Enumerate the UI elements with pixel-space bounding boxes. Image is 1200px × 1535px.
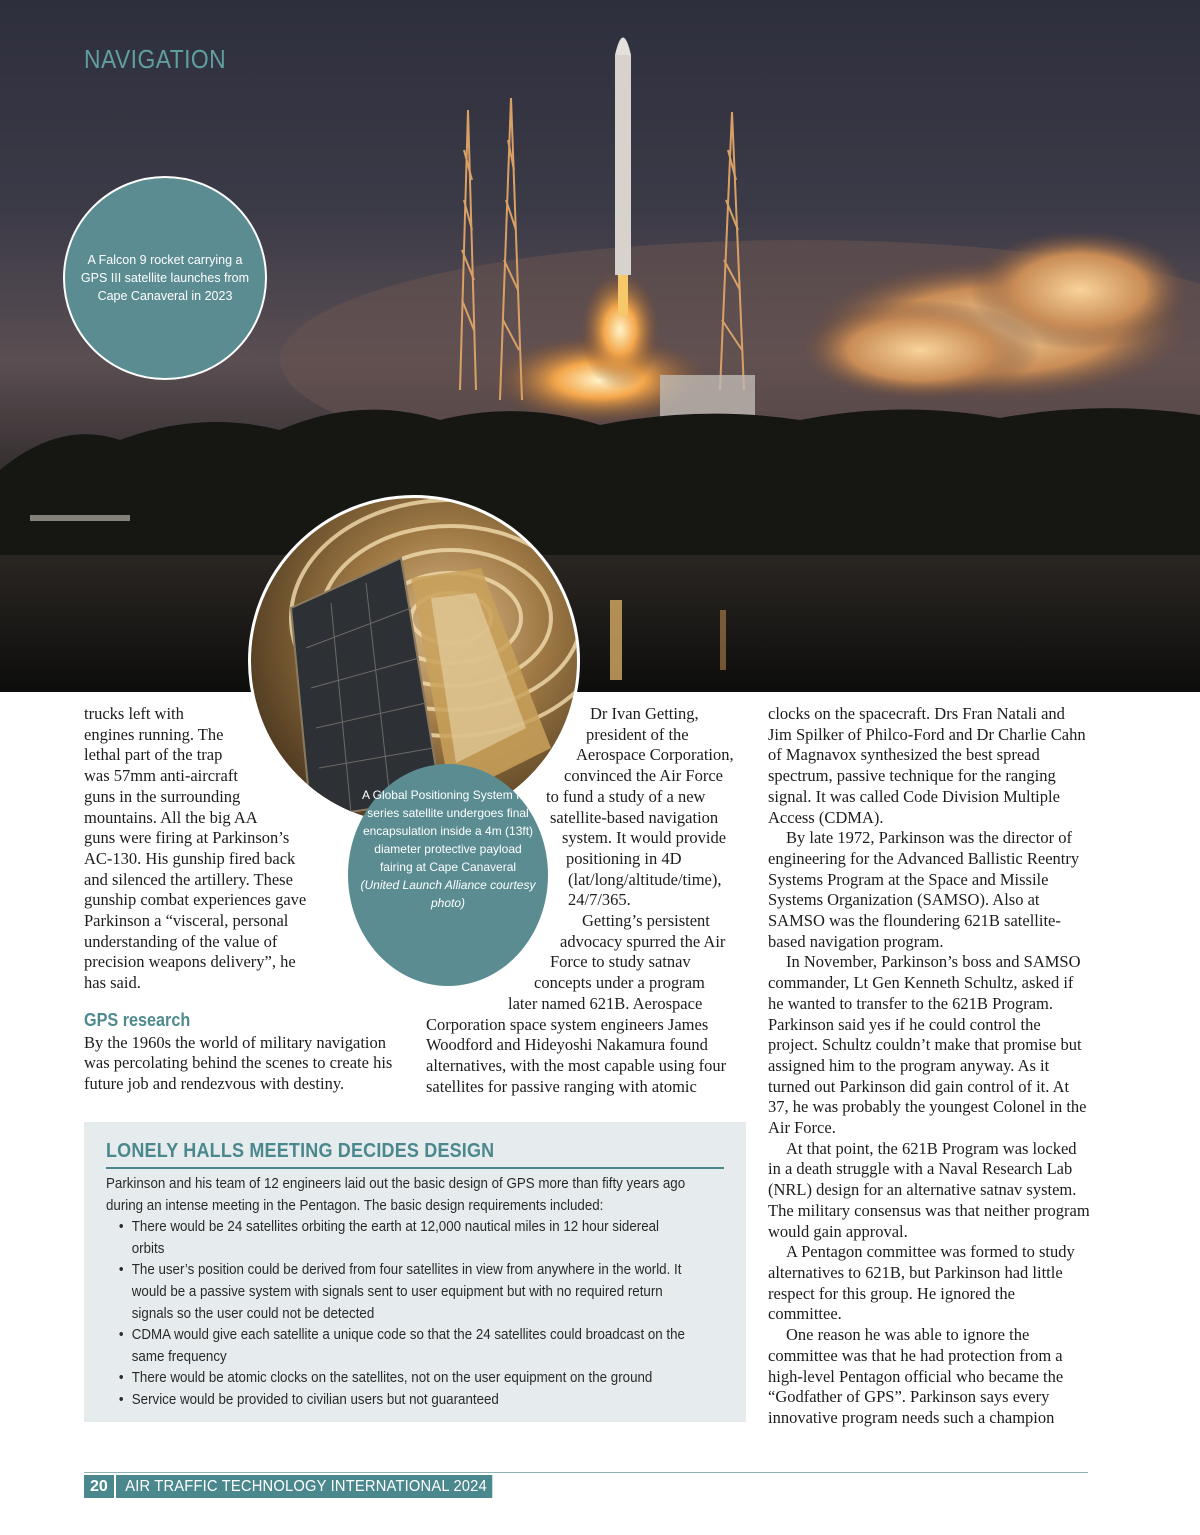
text-line: positioning in 4D — [566, 848, 682, 868]
rocket-photo-caption: A Falcon 9 rocket carrying a GPS III satellite launches from Cape Canaveral in 2023 — [63, 176, 267, 380]
text-line: trucks left with — [84, 704, 184, 723]
text-line: system. It would provide — [562, 828, 727, 848]
text-line: Force to study satnav — [550, 952, 691, 972]
column3-paragraph-2: By late 1972, Parkinson was the director of engineering for the Advanced Ballistic Reentry Systems Program at the Space and Missile Systems Organization (SAMSO). Also at SAMSO was the floundering 621B satellite-based navigation program. — [768, 828, 1080, 951]
text-line: engines running. The — [84, 724, 224, 744]
list-item: • There would be atomic clocks on the satellites, not on the user equipment on the ground — [132, 1368, 686, 1390]
text-line: satellite-based navigation — [550, 807, 719, 827]
sidebar-box — [84, 1122, 746, 1422]
text-line: later named 621B. Aerospace — [508, 993, 703, 1013]
text-column-2 — [410, 704, 750, 1097]
text-line: to fund a study of a new — [546, 786, 706, 806]
text-line: lethal part of the trap — [84, 745, 223, 765]
column1-paragraph-2: By the 1960s the world of military navigation was percolating behind the scenes to create his future job and rendezvous with destiny. — [84, 1032, 393, 1093]
text-column-3 — [768, 704, 1092, 1429]
column3-paragraph-5: A Pentagon committee was formed to study alternatives to 621B, but Parkinson had little respect for this group. He ignored the committee. — [768, 1242, 1075, 1324]
satellite-caption-credit: (United Launch Alliance courtesy photo) — [360, 878, 536, 910]
page-footer — [84, 1475, 525, 1498]
column1-paragraph-1 — [84, 704, 406, 994]
list-item: • There would be 24 satellites orbiting the earth at 12,000 nautical miles in 12 hour sidereal orbits — [132, 1217, 686, 1260]
page-number: 20 — [84, 1475, 114, 1498]
hero-photo-rocket-launch — [0, 0, 1200, 692]
text-column-1 — [84, 704, 406, 1095]
subheading-gps-research: GPS research — [84, 1009, 191, 1030]
text-line: Parkinson a “visceral, personal — [84, 911, 289, 931]
text-line: gunship combat experiences gave — [84, 890, 307, 910]
sidebar-bullet-list — [106, 1217, 686, 1411]
text-line: concepts under a program — [534, 973, 705, 993]
column2-paragraph-end: Corporation space system engineers James Woodford and Hideyoshi Nakamura found alternatives, with the most capable using four satellites for passive ranging with atomic — [426, 1014, 727, 1096]
column3-paragraph-4: At that point, the 621B Program was locked in a death struggle with a Naval Research Lab (NRL) design for an alternative satnav system. The military consensus was that neither program would gain approval. — [768, 1138, 1090, 1241]
text-line: understanding of the value of — [84, 931, 278, 951]
sidebar-intro: Parkinson and his team of 12 engineers laid out the basic design of GPS more than fifty years ago during an intense meeting in the Pentagon. The basic design requirements included: — [106, 1176, 686, 1214]
list-item: • The user’s position could be derived from four satellites in view from anywhere in the world. It would be a passive system with signals sent to user equipment but with no required return signals so the user could not be detected — [132, 1260, 686, 1325]
text-line: Getting’s persistent — [582, 911, 710, 931]
text-line: was 57mm anti-aircraft — [84, 766, 238, 786]
column3-paragraph-6: One reason he was able to ignore the committee was that he had protection from a high-level Pentagon official who became the “Godfather of GPS”. Parkinson says every innovative program needs such a champion — [768, 1325, 1064, 1427]
text-line: Dr Ivan Getting, — [590, 704, 699, 723]
text-line: advocacy spurred the Air — [560, 931, 726, 951]
text-line: AC-130. His gunship fired back — [84, 848, 296, 868]
column3-paragraph-1: clocks on the spacecraft. Drs Fran Natali and Jim Spilker of Philco-Ford and Dr Charlie Cahn of Magnavox synthesized the best spread spectrum, passive technique for the ranging signal. It was called Code Division Multiple Access (CDMA). — [768, 704, 1086, 827]
section-label: NAVIGATION — [84, 44, 227, 74]
list-item: • CDMA would give each satellite a unique code so that the 24 satellites could broadcast on the same frequency — [132, 1325, 686, 1368]
column3-paragraph-3: In November, Parkinson’s boss and SAMSO commander, Lt Gen Kenneth Schultz, asked if he wanted to transfer to the 621B Program. Parkinson said yes if he could control the project. Schultz couldn’t make that promise but assigned him to the program anyway. As it turned out Parkinson did gain control of it. At 37, he was probably the youngest Colonel in the Air Force. — [768, 952, 1087, 1138]
footer-rule — [84, 1472, 1088, 1473]
text-line: Aerospace Corporation, — [576, 745, 734, 765]
satellite-caption-text: A Global Positioning System IIF-series satellite undergoes final encapsulation inside a 4m (13ft) diameter protective payload fairing at Cape Canaveral — [361, 788, 535, 874]
text-line: mountains. All the big AA — [84, 807, 258, 827]
text-line: guns were firing at Parkinson’s — [84, 828, 290, 848]
sidebar-body — [106, 1174, 686, 1412]
text-line: (lat/long/altitude/time), — [568, 869, 722, 889]
magazine-title: AIR TRAFFIC TECHNOLOGY INTERNATIONAL 2024 — [116, 1475, 492, 1498]
text-line: guns in the surrounding — [84, 786, 241, 806]
text-line: and silenced the artillery. These — [84, 869, 293, 889]
sidebar-title: LONELY HALLS MEETING DECIDES DESIGN — [106, 1140, 495, 1162]
text-line: convinced the Air Force — [564, 766, 723, 786]
column2-wrapped-text — [410, 704, 750, 1015]
sidebar-title-rule — [106, 1167, 724, 1169]
text-line: precision weapons delivery”, he — [84, 952, 296, 972]
text-line: president of the — [586, 724, 689, 744]
list-item: • Service would be provided to civilian users but not guaranteed — [132, 1390, 686, 1412]
text-line: has said. — [84, 973, 141, 993]
text-line: 24/7/365. — [568, 890, 631, 910]
